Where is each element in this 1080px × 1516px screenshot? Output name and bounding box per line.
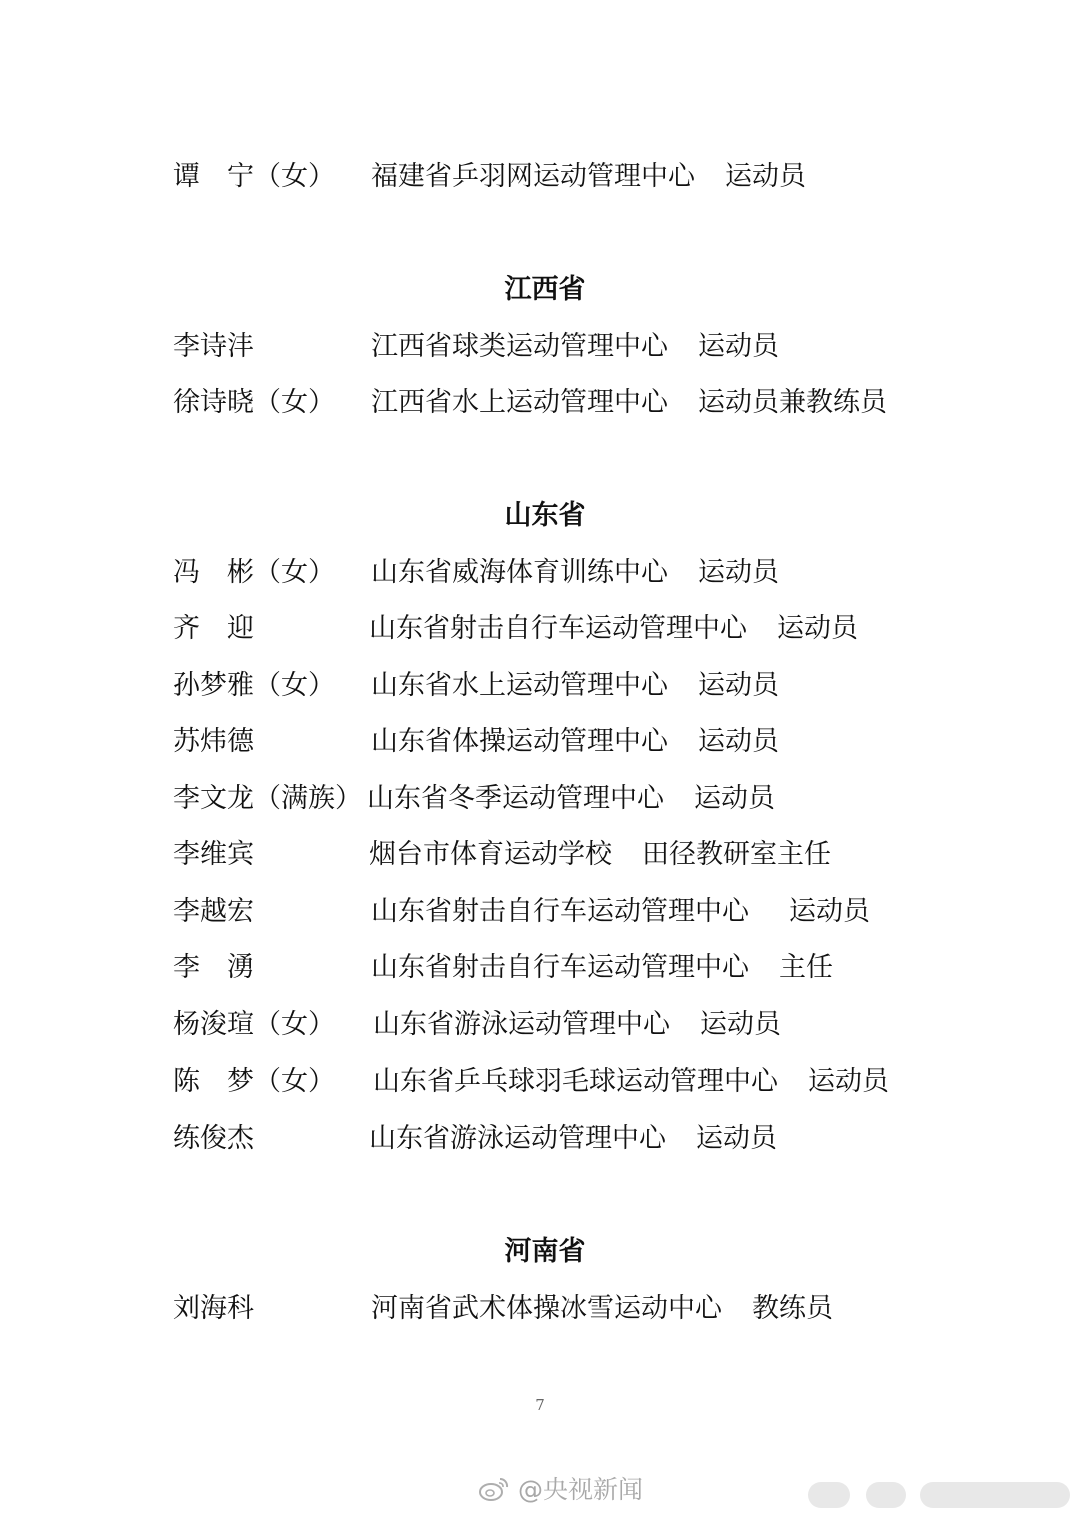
role: 运动员 (789, 896, 870, 927)
org-and-role (367, 777, 775, 821)
role: 运动员 (698, 670, 779, 701)
org-and-role (371, 551, 779, 595)
organization: 烟台市体育运动学校 (369, 839, 612, 870)
org-and-role (371, 664, 779, 708)
organization: 山东省游泳运动管理中心 (373, 1009, 670, 1040)
person-name: 李越宏 (173, 896, 254, 927)
organization: 山东省乒乓球羽毛球运动管理中心 (373, 1066, 778, 1097)
org-and-role (369, 1117, 777, 1161)
weibo-logo-icon (478, 1475, 510, 1503)
organization: 河南省武术体操冰雪运动中心 (371, 1293, 722, 1324)
watermark-text: @央视新闻 (518, 1475, 644, 1504)
role: 运动员 (777, 613, 858, 644)
section-heading-henan: 河南省 (504, 1236, 586, 1267)
org-and-role (371, 325, 779, 369)
org-and-role (371, 890, 870, 934)
organization: 山东省射击自行车运动管理中心 (371, 896, 749, 927)
role: 运动员 (696, 1123, 777, 1154)
person-name: 李 湧 (173, 952, 254, 983)
organization: 江西省水上运动管理中心 (371, 387, 668, 418)
person-name: 杨浚瑄（女） (173, 1009, 335, 1040)
organization: 山东省体操运动管理中心 (371, 726, 668, 757)
org-and-role (371, 946, 833, 990)
org-and-role (369, 607, 858, 651)
person-name: 陈 梦（女） (173, 1066, 335, 1097)
person-name: 练俊杰 (173, 1123, 254, 1154)
section-heading-shandong: 山东省 (504, 500, 586, 531)
person-name: 李诗沣 (173, 331, 254, 362)
role: 运动员兼教练员 (698, 387, 887, 418)
role: 运动员 (698, 331, 779, 362)
organization: 福建省乒羽网运动管理中心 (371, 161, 695, 192)
overlay-bar-icon (920, 1482, 1070, 1508)
overlay-pill-icon (866, 1482, 906, 1508)
person-name: 谭 宁（女） (173, 161, 335, 192)
organization: 山东省射击自行车运动管理中心 (371, 952, 749, 983)
organization: 山东省游泳运动管理中心 (369, 1123, 666, 1154)
person-name: 冯 彬（女） (173, 557, 335, 588)
person-name: 齐 迎 (173, 613, 254, 644)
role: 运动员 (694, 783, 775, 814)
organization: 山东省射击自行车运动管理中心 (369, 613, 747, 644)
org-and-role (369, 833, 831, 877)
person-name: 李文龙（满族） (173, 783, 362, 814)
role: 运动员 (698, 726, 779, 757)
section-heading-jiangxi: 江西省 (504, 274, 586, 305)
org-and-role (373, 1003, 781, 1047)
person-name: 徐诗晓（女） (173, 387, 335, 418)
person-name: 孙梦雅（女） (173, 670, 335, 701)
person-name: 苏炜德 (173, 726, 254, 757)
org-and-role (371, 381, 887, 425)
org-and-role (371, 720, 779, 764)
person-name: 李维宾 (173, 839, 254, 870)
overlay-pill-icon (808, 1482, 850, 1508)
organization: 山东省水上运动管理中心 (371, 670, 668, 701)
role: 运动员 (808, 1066, 889, 1097)
role: 运动员 (698, 557, 779, 588)
role: 田径教研室主任 (642, 839, 831, 870)
org-and-role (373, 1060, 889, 1104)
organization: 山东省冬季运动管理中心 (367, 783, 664, 814)
role: 教练员 (752, 1293, 833, 1324)
role: 主任 (779, 952, 833, 983)
organization: 山东省威海体育训练中心 (371, 557, 668, 588)
role: 运动员 (700, 1009, 781, 1040)
page-number: 7 (535, 1396, 545, 1414)
org-and-role (371, 1287, 833, 1331)
organization: 江西省球类运动管理中心 (371, 331, 668, 362)
person-name: 刘海科 (173, 1293, 254, 1324)
role: 运动员 (725, 161, 806, 192)
org-and-role (371, 155, 806, 199)
